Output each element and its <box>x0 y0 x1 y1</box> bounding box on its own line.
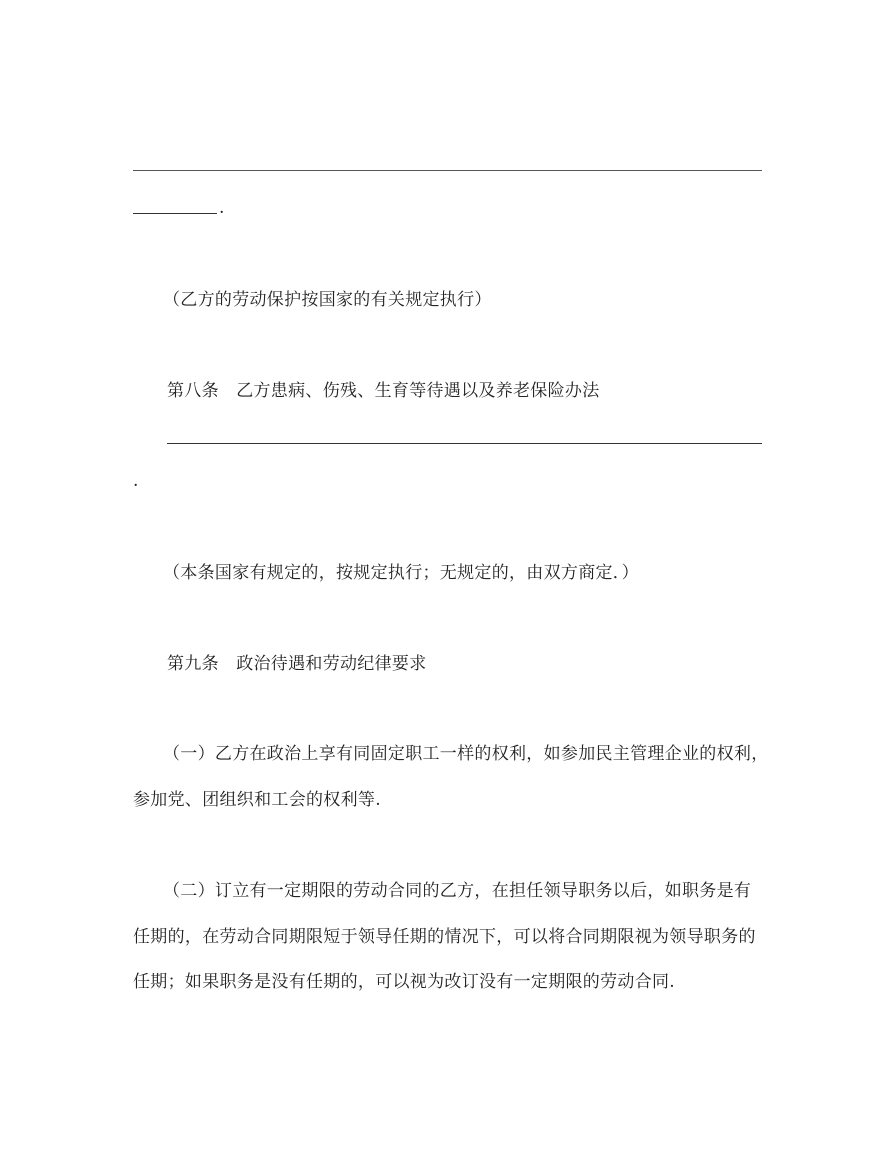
article-9-item-2-line-2: 任期的，在劳动合同期限短于领导任期的情况下，可以将合同期限视为领导职务的 <box>133 927 756 947</box>
article-8-heading: 第八条 乙方患病、伤残、生育等待遇以及养老保险办法 <box>167 381 600 401</box>
article-9-item-2-line-1: （二）订立有一定期限的劳动合同的乙方，在担任领导职务以后，如职务是有 <box>163 881 752 901</box>
article-9-item-1-line-1: （一）乙方在政治上享有同固定职工一样的权利，如参加民主管理企业的权利， <box>163 744 769 764</box>
blank-fill-period-2: . <box>133 471 139 491</box>
blank-fill-line-1 <box>133 213 217 214</box>
blank-fill-line-2 <box>167 443 762 444</box>
paragraph-labor-protection: （乙方的劳动保护按国家的有关规定执行） <box>163 290 492 310</box>
blank-fill-period-1: . <box>219 198 225 218</box>
header-rule <box>133 170 762 171</box>
article-8-note: （本条国家有规定的，按规定执行；无规定的，由双方商定．） <box>163 563 639 583</box>
article-9-heading: 第九条 政治待遇和劳动纪律要求 <box>167 654 427 674</box>
article-9-item-1-line-2: 参加党、团组织和工会的权利等. <box>133 790 381 810</box>
article-9-item-2-line-3: 任期；如果职务是没有任期的，可以视为改订没有一定期限的劳动合同. <box>133 972 676 992</box>
